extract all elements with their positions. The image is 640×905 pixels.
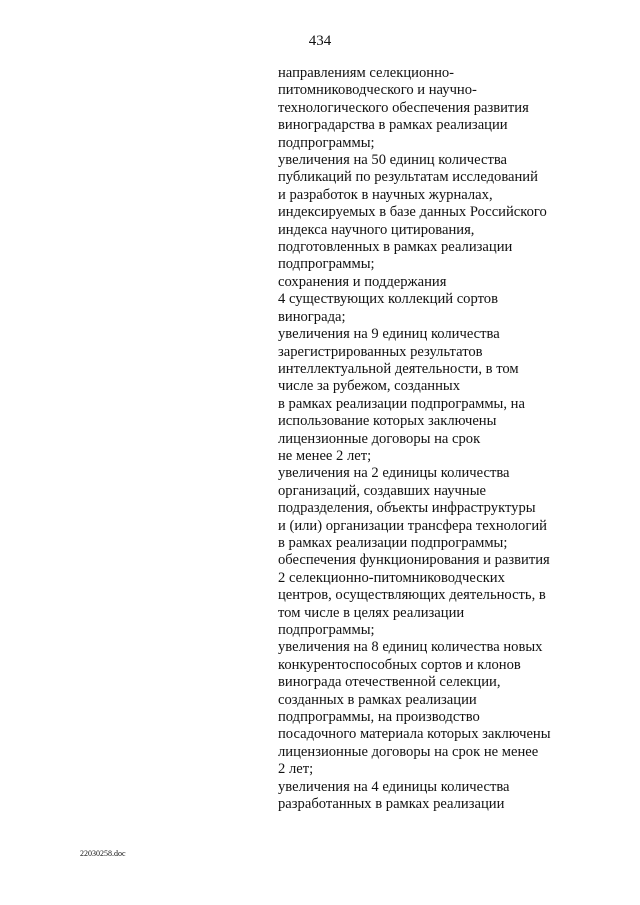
- text-line: и (или) организации трансфера технологий: [278, 517, 547, 534]
- text-line: 4 существующих коллекций сортов: [278, 291, 498, 308]
- text-line: лицензионные договоры на срок: [278, 430, 481, 447]
- text-line: увеличения на 8 единиц количества новых: [278, 639, 543, 656]
- text-line: подпрограммы;: [278, 134, 375, 151]
- text-line: подпрограммы;: [278, 622, 375, 638]
- text-line: виноградарства в рамках реализации: [278, 117, 508, 134]
- text-line: в рамках реализации подпрограммы, на: [278, 395, 525, 412]
- text-line: увеличения на 4 единицы количества: [278, 778, 510, 795]
- text-line: и разработок в научных журналах,: [278, 186, 493, 203]
- text-line: увеличения на 50 единиц количества: [278, 152, 508, 169]
- text-line: зарегистрированных результатов: [278, 343, 483, 360]
- text-line: 2 селекционно-питомниководческих: [278, 569, 505, 586]
- text-line: индексируемых в базе данных Российского: [278, 204, 547, 221]
- text-line: подпрограммы;: [278, 256, 375, 273]
- text-line: центров, осуществляющих деятельность, в: [278, 587, 546, 604]
- text-line: числе за рубежом, созданных: [278, 378, 461, 395]
- text-line: в рамках реализации подпрограммы;: [278, 534, 508, 551]
- text-line: технологического обеспечения развития: [278, 99, 529, 116]
- text-line: подразделения, объекты инфраструктуры: [278, 500, 536, 517]
- text-line: лицензионные договоры на срок не менее: [278, 743, 539, 760]
- text-line: организаций, создавших научные: [278, 482, 486, 499]
- text-line: увеличения на 9 единиц количества: [278, 326, 500, 343]
- body-text: [278, 65, 578, 813]
- text-line: увеличения на 2 единицы количества: [278, 465, 510, 482]
- text-line: использование которых заключены: [278, 413, 497, 430]
- text-line: винограда отечественной селекции,: [278, 674, 501, 691]
- text-line: разработанных в рамках реализации: [278, 796, 505, 813]
- text-line: подпрограммы, на производство: [278, 709, 480, 726]
- text-line: не менее 2 лет;: [278, 447, 372, 464]
- text-line: том числе в целях реализации: [278, 604, 465, 621]
- text-line: созданных в рамках реализации: [278, 691, 477, 708]
- text-line: индекса научного цитирования,: [278, 221, 475, 238]
- text-line: 2 лет;: [278, 761, 314, 778]
- text-line: интеллектуальной деятельности, в том: [278, 360, 519, 377]
- text-line: конкурентоспособных сортов и клонов: [278, 656, 521, 673]
- text-line: направлениям селекционно-: [278, 65, 455, 81]
- text-line: питомниководческого и научно-: [278, 82, 477, 99]
- text-line: публикаций по результатам исследований: [278, 169, 538, 186]
- page-number: 434: [308, 33, 332, 49]
- footer-file-name: 22030258.doc: [80, 849, 126, 858]
- text-line: посадочного материала которых заключены: [278, 726, 551, 743]
- text-line: обеспечения функционирования и развития: [278, 552, 550, 569]
- text-line: сохранения и поддержания: [278, 273, 447, 290]
- text-line: подготовленных в рамках реализации: [278, 239, 513, 256]
- text-line: винограда;: [278, 308, 346, 325]
